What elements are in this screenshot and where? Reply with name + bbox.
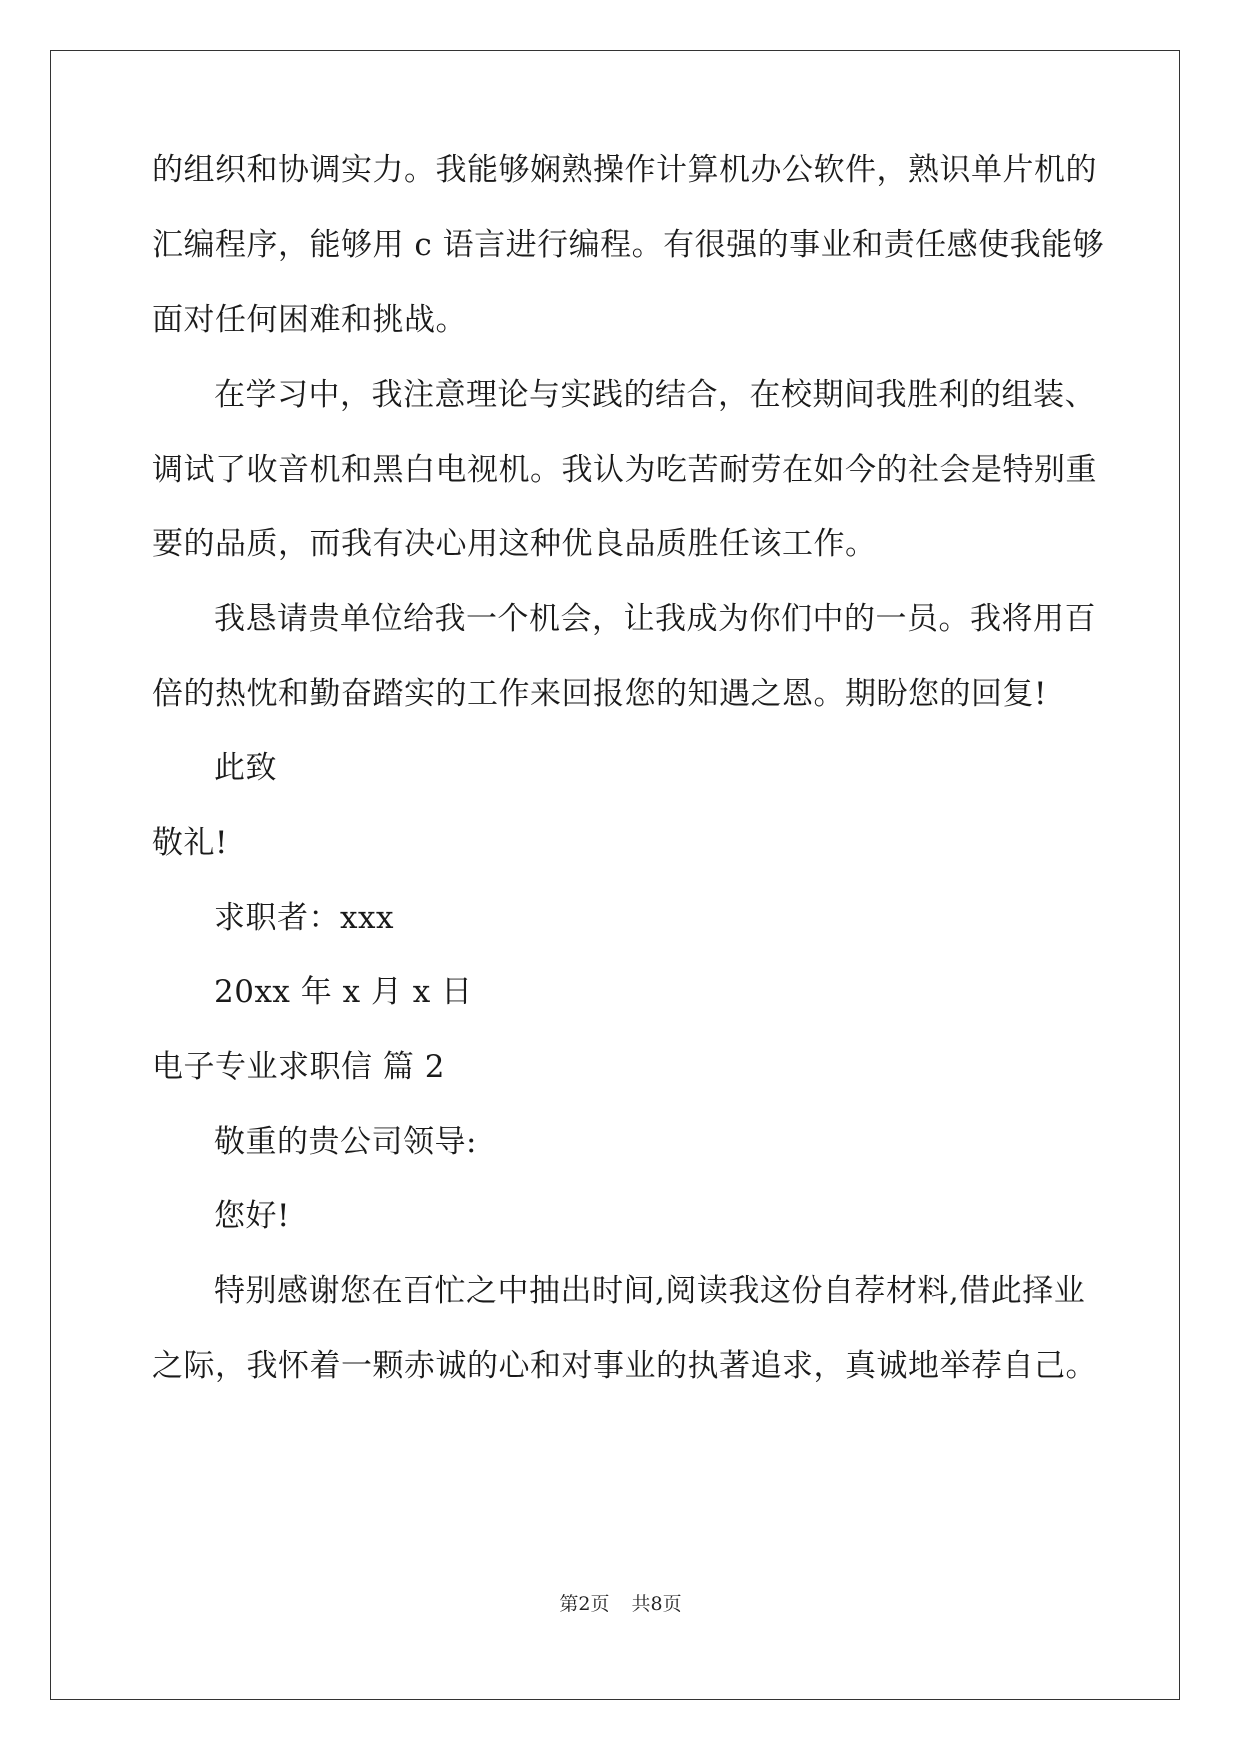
paragraph-start: 我恳请贵单位给我一个机会，让我成为你们中的一员。我将用百 [214, 601, 1096, 637]
text-line: 的组织和协调实力。我能够娴熟操作计算机办公软件，熟识单片机的 [152, 152, 1097, 188]
text-line: 要的品质，而我有决心用这种优良品质胜任该工作。 [152, 526, 877, 562]
signature-line: 求职者：xxx [214, 900, 394, 936]
date-line: 20xx 年 x 月 x 日 [214, 974, 473, 1010]
page-border [50, 50, 1180, 1700]
section-heading: 电子专业求职信 篇 2 [152, 1049, 445, 1085]
paragraph-start: 在学习中，我注意理论与实践的结合，在校期间我胜利的组装、 [214, 377, 1096, 413]
text-line: 之际，我怀着一颗赤诚的心和对事业的执著追求，真诚地举荐自己。 [152, 1348, 1097, 1384]
text-line: 倍的热忱和勤奋踏实的工作来回报您的知遇之恩。期盼您的回复! [152, 676, 1047, 712]
current-page-number: 第2页 [559, 1593, 610, 1615]
paragraph-start: 特别感谢您在百忙之中抽出时间,阅读我这份自荐材料,借此择业 [214, 1273, 1086, 1309]
page-footer [0, 1592, 1241, 1616]
text-line: 汇编程序，能够用 c 语言进行编程。有很强的事业和责任感使我能够 [152, 227, 1105, 263]
greeting: 您好! [214, 1198, 290, 1234]
text-line: 调试了收音机和黑白电视机。我认为吃苦耐劳在如今的社会是特别重 [152, 452, 1097, 488]
greeting-recipient: 敬重的贵公司领导: [214, 1124, 477, 1160]
text-line: 面对任何困难和挑战。 [152, 302, 467, 338]
closing-salutation: 此致 [214, 750, 277, 786]
total-pages: 共8页 [631, 1593, 682, 1615]
closing-respect: 敬礼! [152, 825, 228, 861]
